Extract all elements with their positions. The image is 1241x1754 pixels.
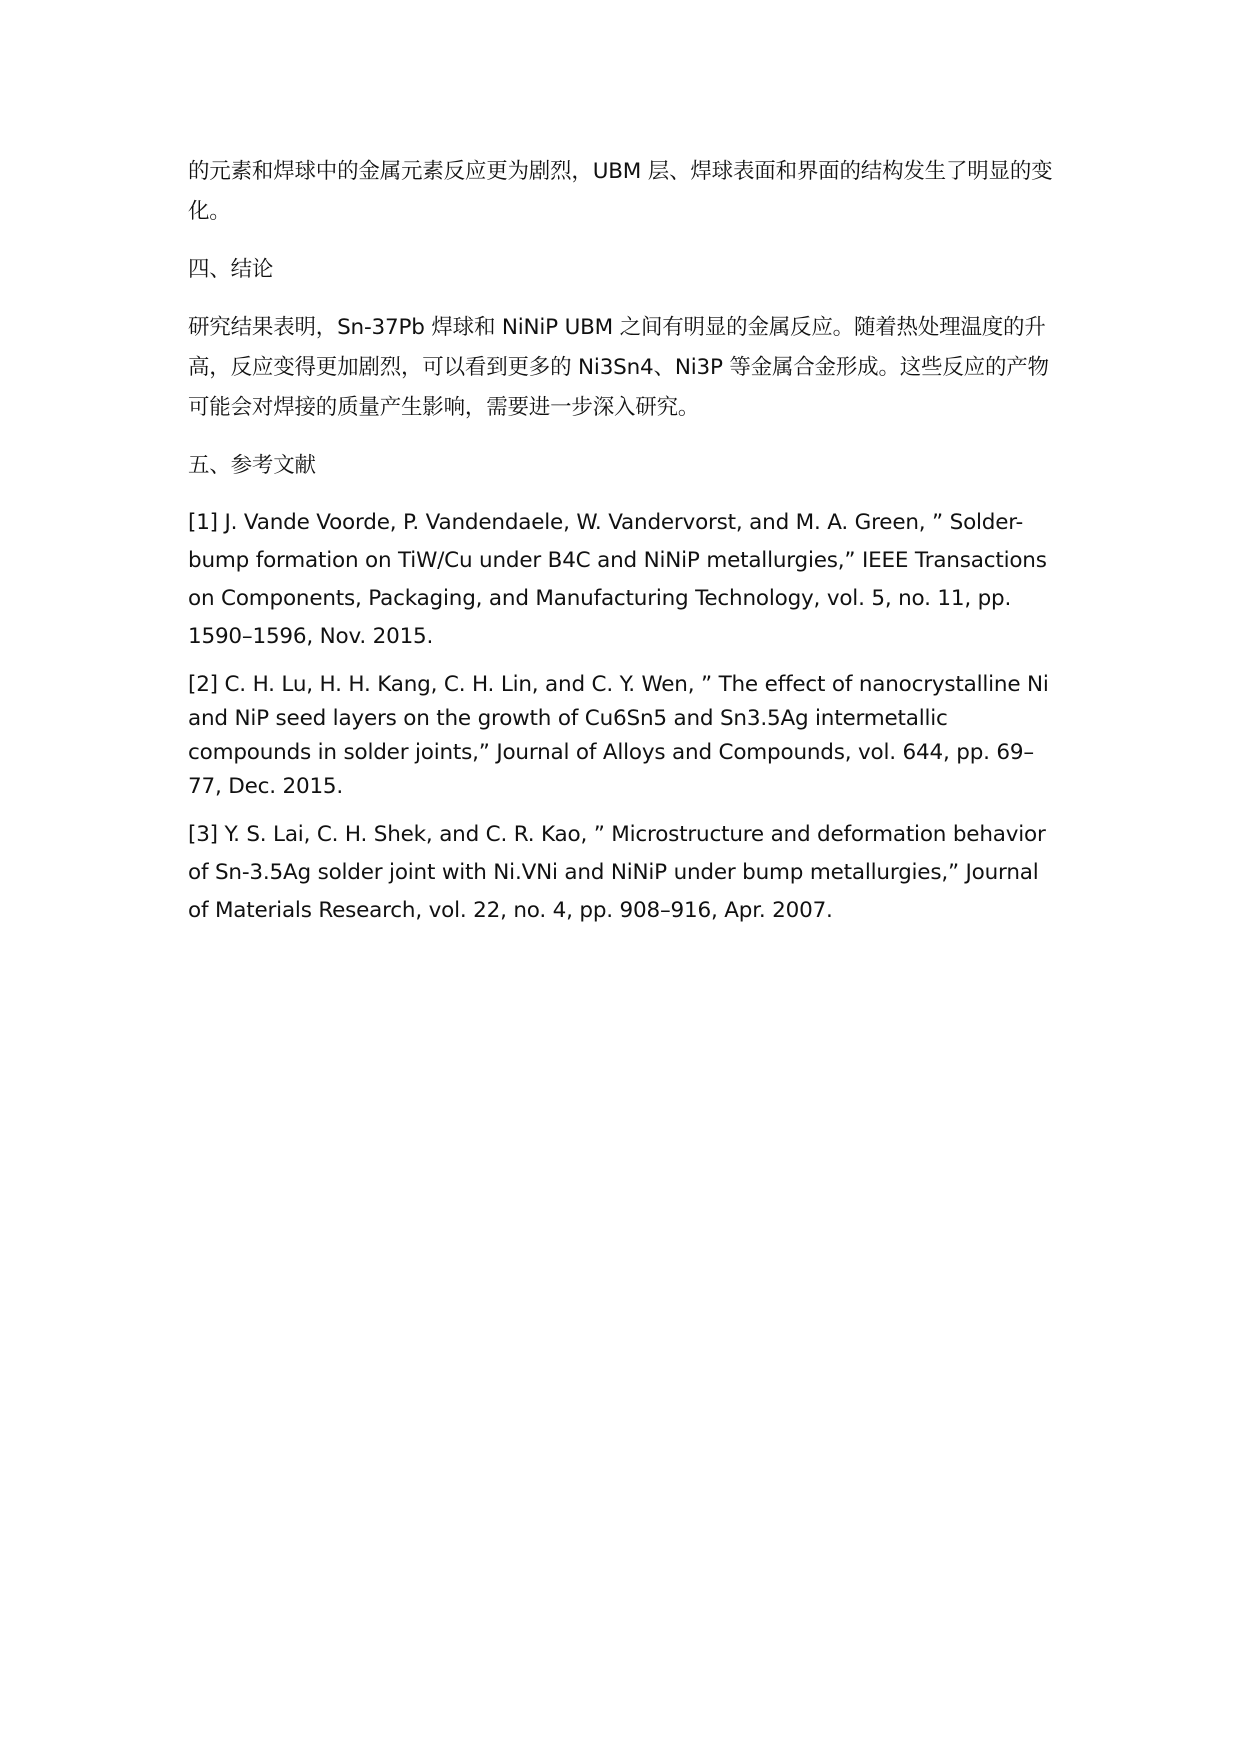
reference-item: [3] Y. S. Lai, C. H. Shek, and C. R. Kao, ” Microstructure and deformation behavior of Sn-3.5Ag solder joint with Ni.VNi and NiNiP under bump metallurgies,” Journal of Materials Research, vol. 22, no. 4, pp. 908–916, Apr. 2007. [188, 822, 1046, 923]
section-heading-conclusion: 四、结论 [188, 257, 274, 282]
reference-item: [2] C. H. Lu, H. H. Kang, C. H. Lin, and C. Y. Wen, ” The effect of nanocrystalline Ni and NiP seed layers on the growth of Cu6Sn5 and Sn3.5Ag intermetallic compounds in solder joints,” Journal of Alloys and Compounds, vol. 644, pp. 69–77, Dec. 2015. [188, 672, 1049, 799]
section-heading-references: 五、参考文献 [188, 453, 316, 478]
reference-item: [1] J. Vande Voorde, P. Vandendaele, W. Vandervorst, and M. A. Green, ” Solder-bump formation on TiW/Cu under B4C and NiNiP metallurgies,” IEEE Transactions on Components, Packaging, and Manufacturing Technology, vol. 5, no. 11, pp. 1590–1596, Nov. 2015. [188, 510, 1047, 649]
conclusion-paragraph: 研究结果表明，Sn-37Pb 焊球和 NiNiP UBM 之间有明显的金属反应。随着热处理温度的升高，反应变得更加剧烈，可以看到更多的 Ni3Sn4、Ni3P 等金属合金形成。这些反应的产物可能会对焊接的质量产生影响，需要进一步深入研究。 [188, 315, 1049, 420]
reference-list [188, 504, 1058, 930]
continued-paragraph: 的元素和焊球中的金属元素反应更为剧烈，UBM 层、焊球表面和界面的结构发生了明显的变化。 [188, 159, 1053, 224]
document-body [188, 152, 1058, 942]
